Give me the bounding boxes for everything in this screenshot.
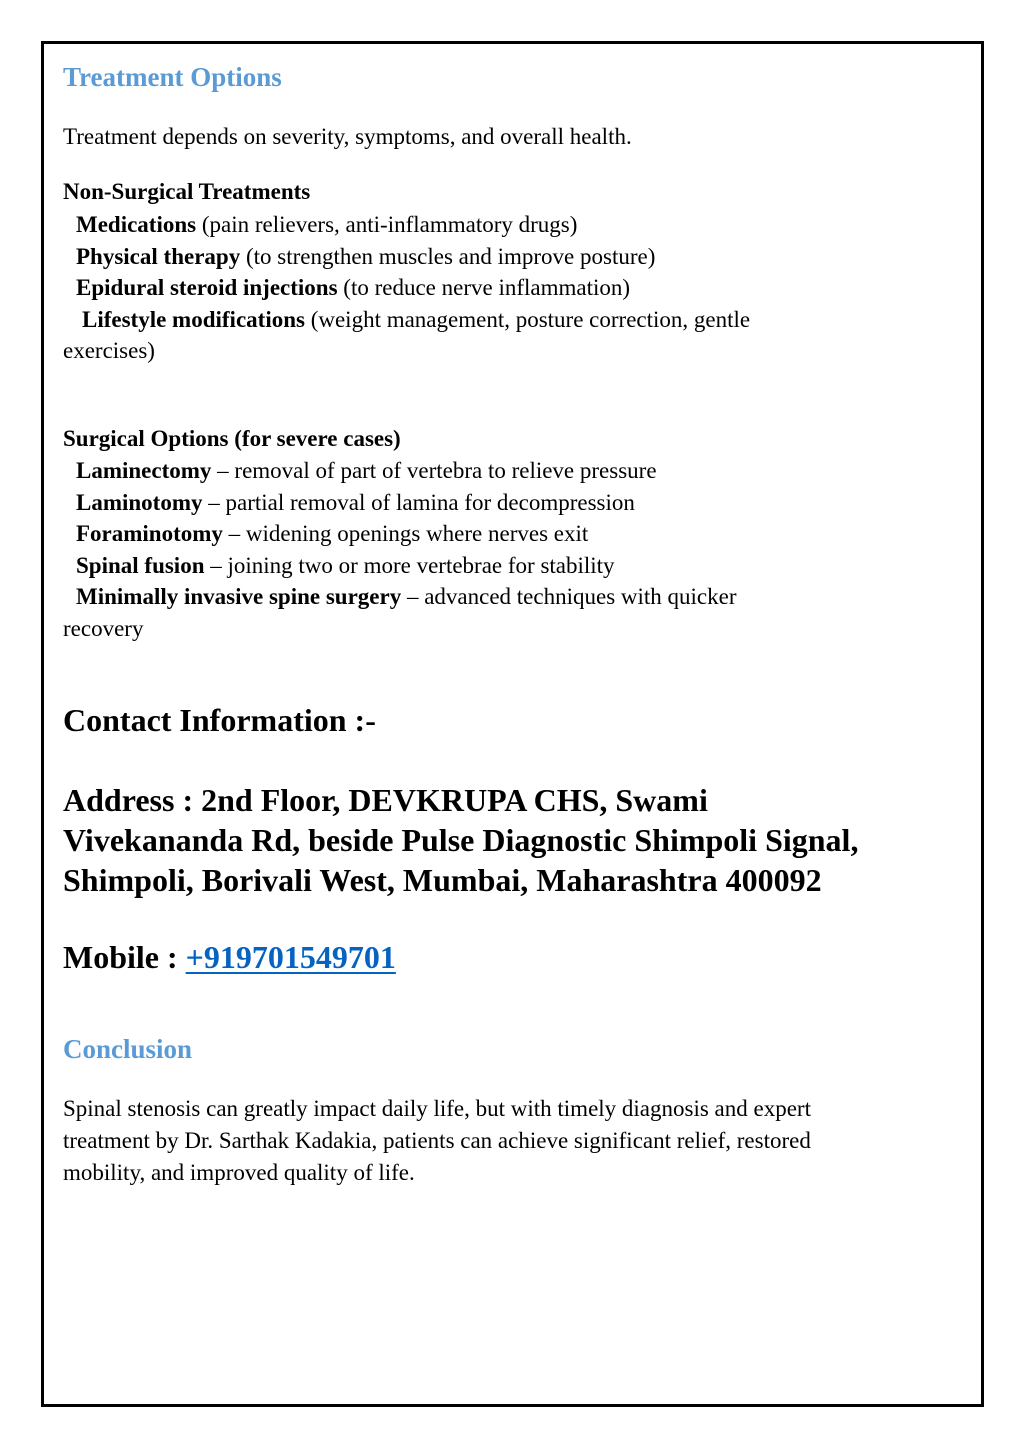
surgical-heading: Surgical Options (for severe cases) bbox=[63, 426, 401, 451]
list-item: Foraminotomy – widening openings where nerves exit bbox=[76, 521, 589, 546]
conclusion-paragraph bbox=[63, 1093, 973, 1189]
mobile-label: Mobile : bbox=[63, 939, 186, 975]
surgical-list bbox=[63, 455, 737, 644]
treatment-options-heading: Treatment Options bbox=[63, 62, 282, 92]
conclusion-line: mobility, and improved quality of life. bbox=[63, 1160, 415, 1185]
list-item: Spinal fusion – joining two or more vertebrae for stability bbox=[76, 552, 615, 578]
conclusion-line: treatment by Dr. Sarthak Kadakia, patients can achieve significant relief, restored bbox=[63, 1128, 811, 1153]
non-surgical-heading: Non-Surgical Treatments bbox=[63, 179, 311, 204]
conclusion-line: Spinal stenosis can greatly impact daily life, but with timely diagnosis and expert bbox=[63, 1096, 811, 1121]
list-item-continuation: exercises) bbox=[63, 338, 155, 363]
list-item-continuation: recovery bbox=[63, 615, 144, 641]
list-item: Laminectomy – removal of part of vertebra to relieve pressure bbox=[76, 458, 657, 483]
non-surgical-list bbox=[63, 209, 750, 367]
list-item: Lifestyle modifications (weight management, posture correction, gentle bbox=[82, 306, 751, 332]
list-item: Laminotomy – partial removal of lamina for decompression bbox=[76, 489, 635, 515]
conclusion-heading: Conclusion bbox=[63, 1034, 193, 1064]
list-item: Minimally invasive spine surgery – advanced techniques with quicker bbox=[76, 584, 737, 609]
address-block bbox=[63, 780, 858, 900]
address-line: Vivekananda Rd, beside Pulse Diagnostic Shimpoli Signal, bbox=[63, 822, 859, 858]
mobile-row bbox=[63, 939, 396, 976]
address-line: Address : 2nd Floor, DEVKRUPA CHS, Swami bbox=[63, 782, 708, 818]
address-line: Shimpoli, Borivali West, Mumbai, Maharashtra 400092 bbox=[63, 862, 822, 898]
list-item: Physical therapy (to strengthen muscles and improve posture) bbox=[76, 243, 656, 269]
list-item: Epidural steroid injections (to reduce nerve inflammation) bbox=[76, 275, 631, 300]
contact-heading: Contact Information :- bbox=[63, 702, 376, 738]
treatment-intro: Treatment depends on severity, symptoms, and overall health. bbox=[63, 124, 632, 149]
mobile-phone-link[interactable]: +919701549701 bbox=[185, 939, 396, 975]
list-item: Medications (pain relievers, anti-inflammatory drugs) bbox=[76, 212, 578, 237]
